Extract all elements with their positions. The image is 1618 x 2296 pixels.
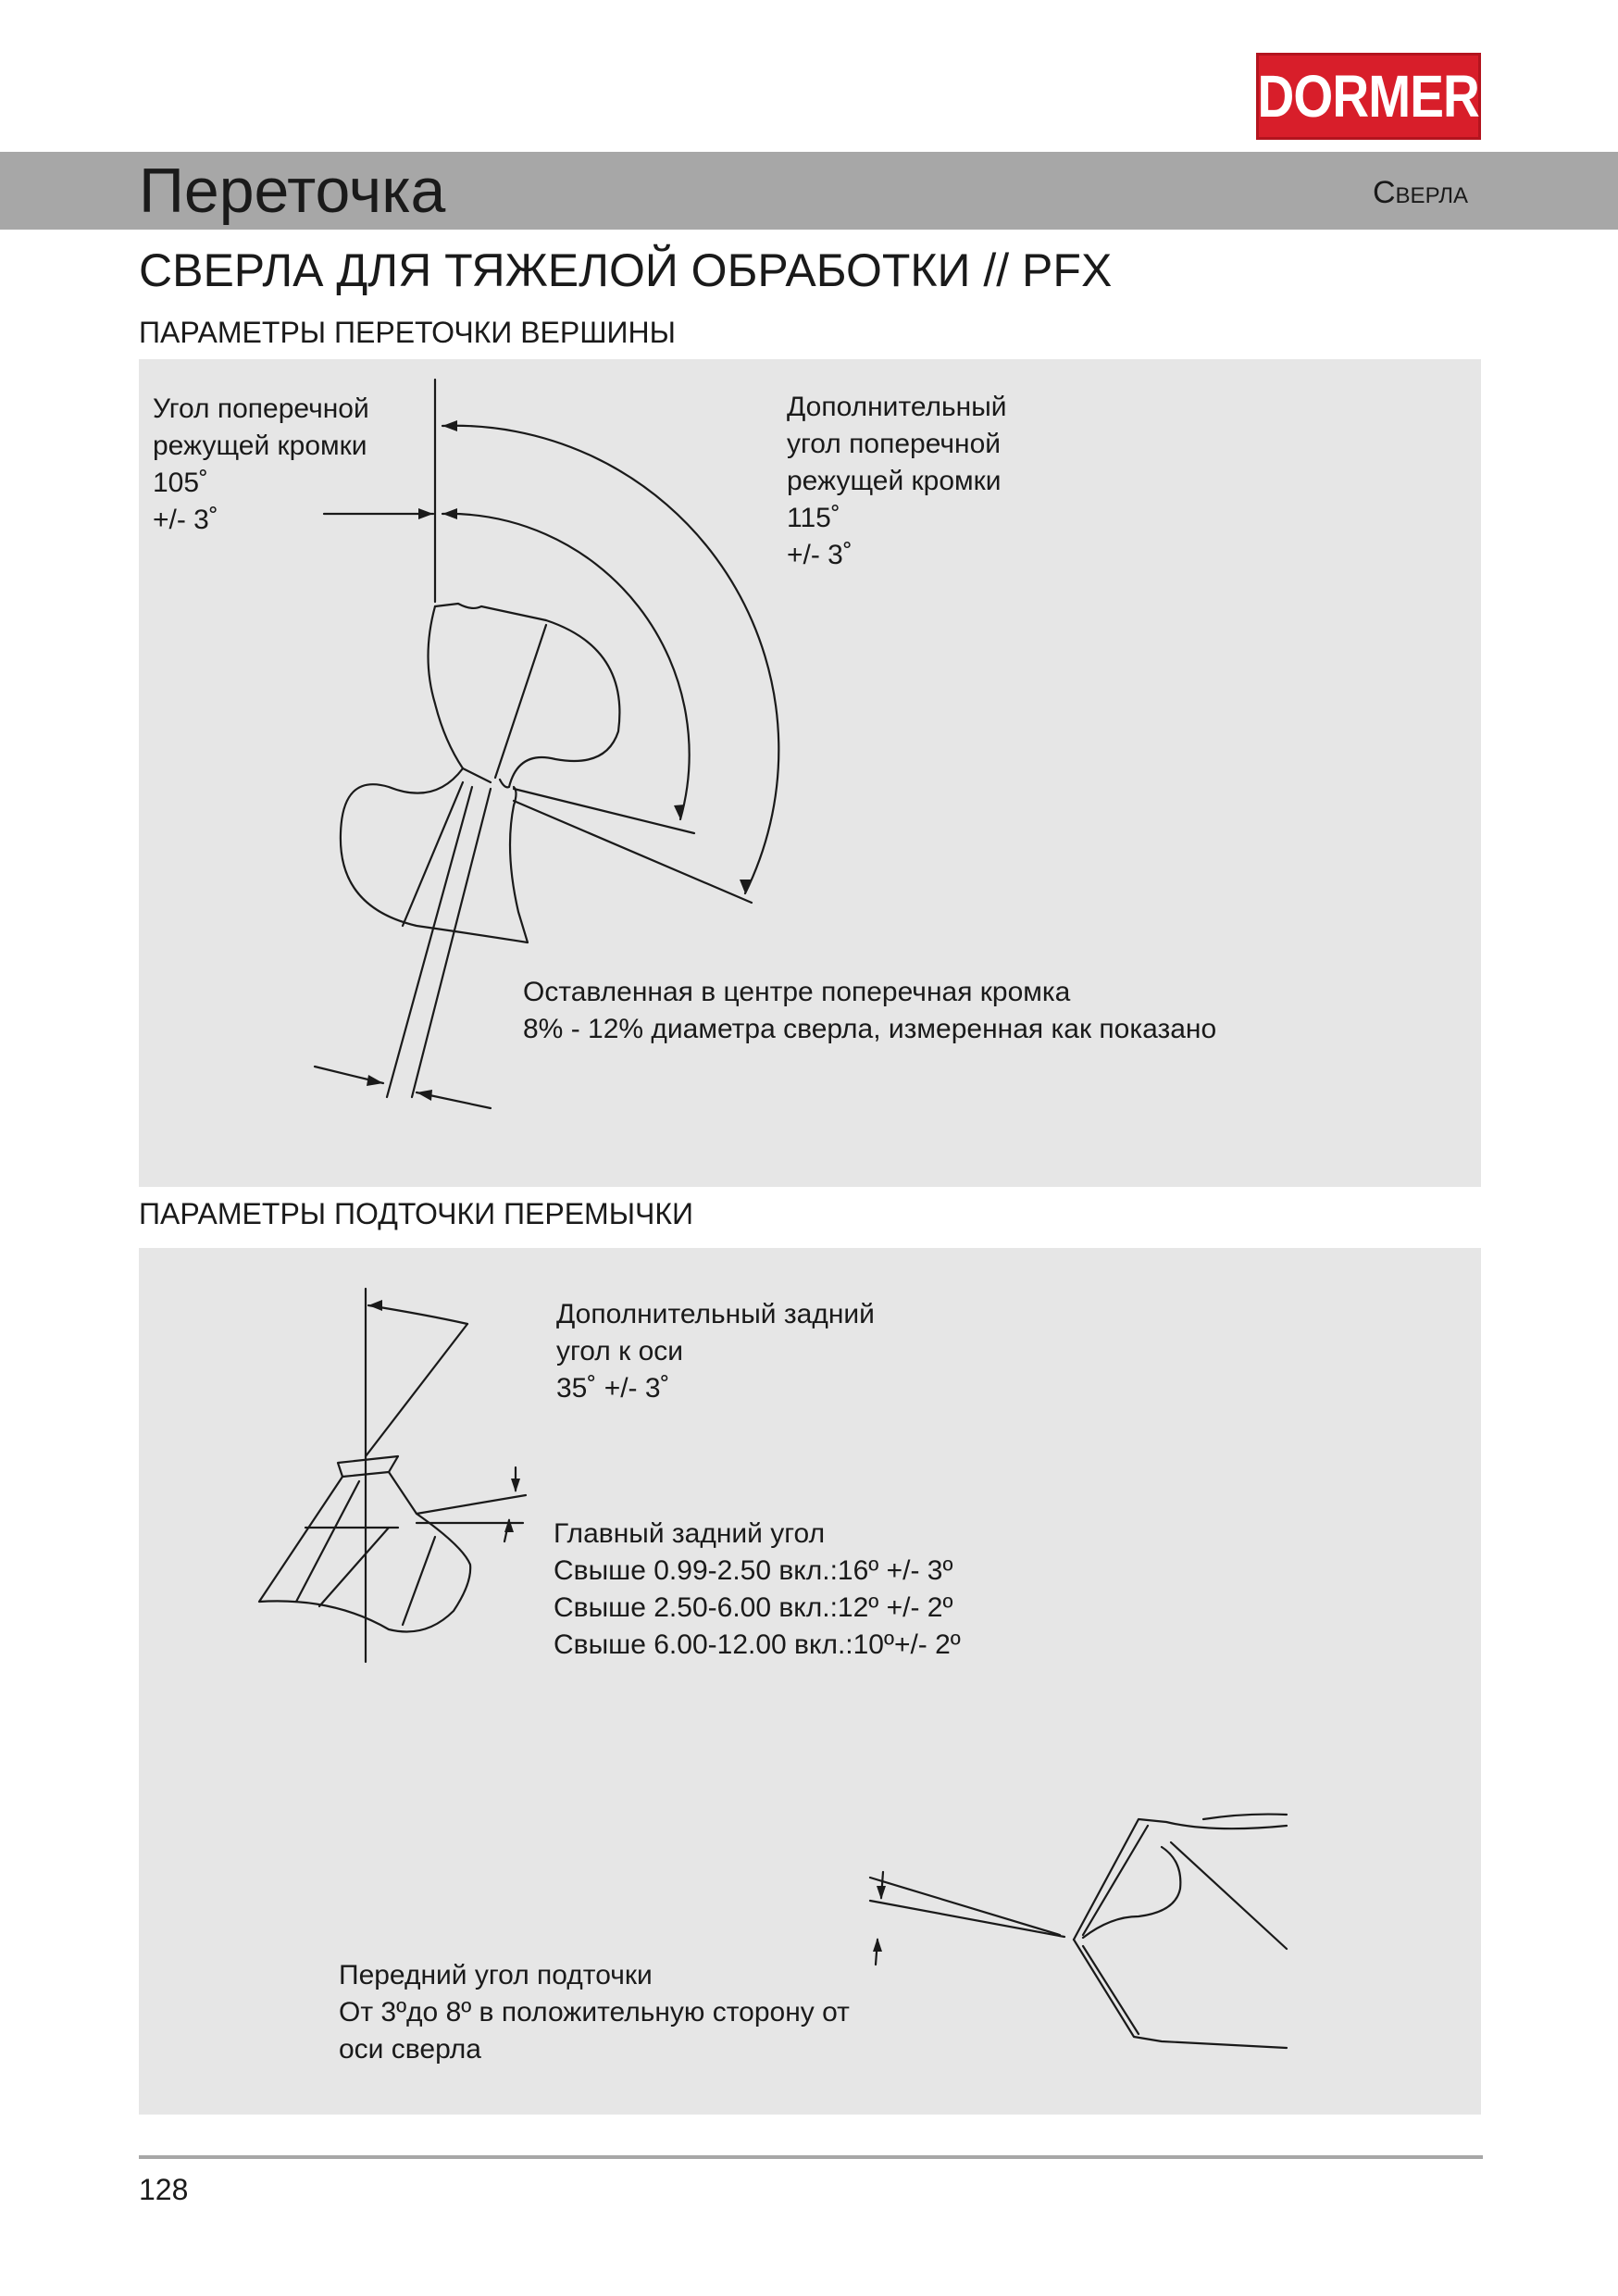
page-number: 128 xyxy=(139,2173,189,2206)
page-title: Переточка xyxy=(139,156,446,226)
footer-rule xyxy=(139,2155,1483,2159)
extra-chisel-angle-label: Дополнительный угол поперечной режущей кромки 115˚ +/- 3˚ xyxy=(787,392,1007,570)
logo-text: DORMER xyxy=(1257,63,1480,130)
section1-title: ПАРАМЕТРЫ ПЕРЕТОЧКИ ВЕРШИНЫ xyxy=(139,316,676,349)
section-heading: СВЕРЛА ДЛЯ ТЯЖЕЛОЙ ОБРАБОТКИ // PFX xyxy=(139,244,1113,296)
section2-title: ПАРАМЕТРЫ ПОДТОЧКИ ПЕРЕМЫЧКИ xyxy=(139,1197,693,1230)
category-label: Сверла xyxy=(1373,175,1468,210)
rake-angle-label: Передний угол подточки От 3ºдо 8º в положительную сторону от оси сверла xyxy=(339,1960,850,2065)
secondary-clearance-label: Дополнительный задний угол к оси 35˚ +/- 3˚ xyxy=(556,1299,875,1404)
primary-clearance-label: Главный задний угол Свыше 0.99-2.50 вкл.:16º +/- 3º Свыше 2.50-6.00 вкл.:12º +/- 2º Свыше 6.00-12.00 вкл.:10º+/- 2º xyxy=(554,1518,961,1660)
chisel-angle-label: Угол поперечной режущей кромки 105˚ +/- 3˚ xyxy=(153,393,369,535)
center-web-label: Оставленная в центре поперечная кромка 8% - 12% диаметра сверла, измеренная как показано xyxy=(523,977,1217,1044)
